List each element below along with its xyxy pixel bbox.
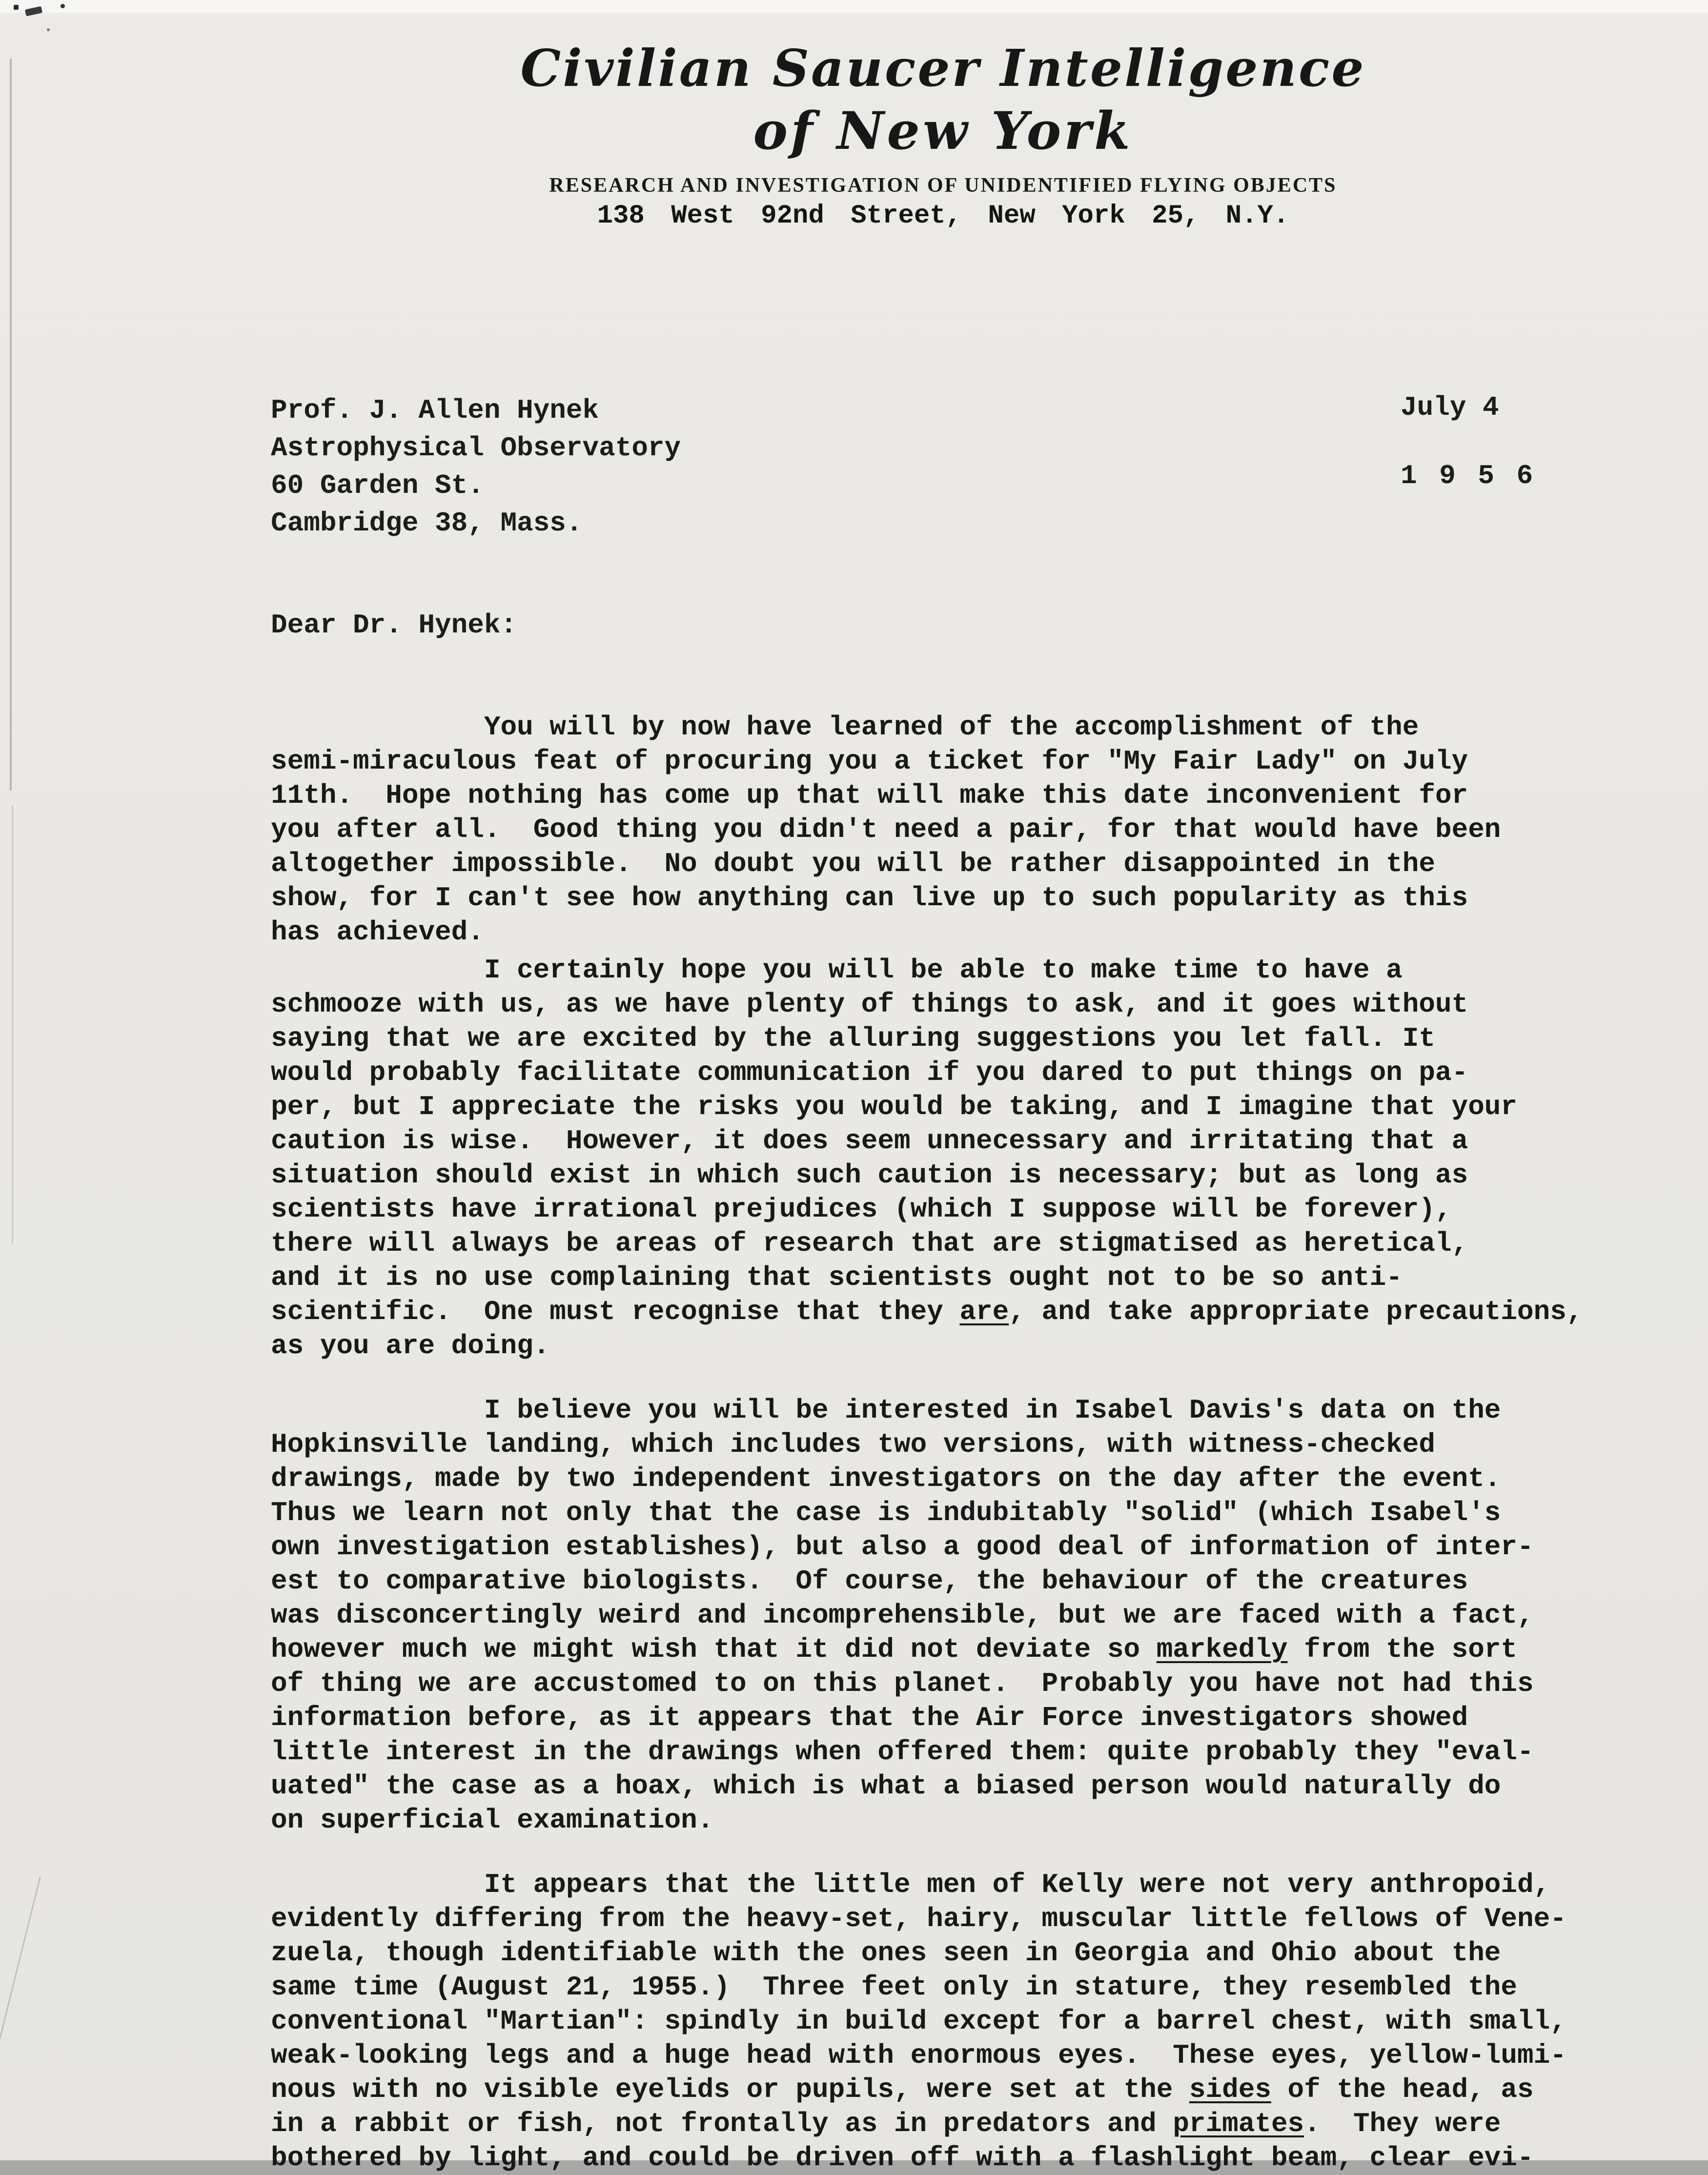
text-line: Prof. J. Allen Hynek bbox=[271, 395, 599, 426]
text-line: same time (August 21, 1955.) Three feet only in stature, they resembled the bbox=[271, 1972, 1518, 2003]
text-line: scientific. One must recognise that they are, and take appropriate precautions, bbox=[271, 1296, 1583, 1327]
text-line: was disconcertingly weird and incomprehensible, but we are faced with a fact, bbox=[271, 1600, 1534, 1631]
text-line: of thing we are accustomed to on this planet. Probably you have not had this bbox=[271, 1668, 1534, 1699]
underlined-word: markedly bbox=[1156, 1634, 1288, 1665]
text-line: you after all. Good thing you didn't need a pair, for that would have been bbox=[271, 814, 1501, 845]
paragraph-2 bbox=[271, 953, 1615, 1363]
text-line: uated" the case as a hoax, which is what a biased person would naturally do bbox=[271, 1770, 1501, 1802]
org-name-line1: Civilian Saucer Intelligence bbox=[520, 38, 1366, 98]
text-line: est to comparative biologists. Of course, the behaviour of the creatures bbox=[271, 1565, 1468, 1597]
text-line: show, for I can't see how anything can live up to such popularity as this bbox=[271, 882, 1468, 914]
text-line: nous with no visible eyelids or pupils, were set at the sides of the head, as bbox=[271, 2074, 1534, 2105]
text-line: scientists have irrational prejudices (which I suppose will be forever), bbox=[271, 1194, 1452, 1225]
underlined-word: primates bbox=[1173, 2108, 1304, 2139]
paragraph-4 bbox=[271, 1868, 1615, 2175]
date-block bbox=[1401, 392, 1536, 491]
paragraph-3 bbox=[271, 1393, 1615, 1837]
text-line: weak-looking legs and a huge head with enormous eyes. These eyes, yellow-lumi- bbox=[271, 2040, 1566, 2071]
text-line: I believe you will be interested in Isabel Davis's data on the bbox=[484, 1395, 1501, 1426]
date-month-day: July 4 bbox=[1401, 392, 1499, 423]
text-line: I certainly hope you will be able to make time to have a bbox=[484, 955, 1403, 986]
underlined-word: sides bbox=[1189, 2074, 1271, 2105]
salutation: Dear Dr. Hynek: bbox=[271, 610, 517, 641]
text-line: evidently differing from the heavy-set, hairy, muscular little fellows of Vene- bbox=[271, 1903, 1566, 1934]
text-line: in a rabbit or fish, not frontally as in predators and primates. They were bbox=[271, 2108, 1501, 2139]
letterhead bbox=[271, 38, 1615, 231]
text-line: saying that we are excited by the alluring suggestions you let fall. It bbox=[271, 1023, 1435, 1054]
text-line: Hopkinsville landing, which includes two versions, with witness-checked bbox=[271, 1429, 1435, 1460]
paragraph-1 bbox=[271, 710, 1615, 949]
text-line: 60 Garden St. bbox=[271, 470, 484, 501]
text-line: on superficial examination. bbox=[271, 1805, 714, 1836]
org-name-line2: of New York bbox=[753, 100, 1133, 161]
text-line: would probably facilitate communication if you dared to put things on pa- bbox=[271, 1057, 1468, 1088]
text-line: there will always be areas of research that are stigmatised as heretical, bbox=[271, 1228, 1468, 1259]
text-line: has achieved. bbox=[271, 916, 484, 948]
text-line: little interest in the drawings when offered them: quite probably they "eval- bbox=[271, 1736, 1534, 1768]
text-line: 11th. Hope nothing has come up that will make this date inconvenient for bbox=[271, 780, 1468, 811]
text-line: situation should exist in which such caution is necessary; but as long as bbox=[271, 1159, 1468, 1191]
text-line: own investigation establishes), but also a good deal of information of inter- bbox=[271, 1531, 1534, 1563]
text-line: altogether impossible. No doubt you will be rather disappointed in the bbox=[271, 848, 1435, 879]
text-line: You will by now have learned of the accomplishment of the bbox=[484, 711, 1419, 743]
letter-body bbox=[271, 710, 1615, 2175]
text-line: per, but I appreciate the risks you would be taking, and I imagine that your bbox=[271, 1091, 1518, 1122]
text-line: information before, as it appears that the Air Force investigators showed bbox=[271, 1702, 1468, 1733]
letterhead-address: 138 West 92nd Street, New York 25, N.Y. bbox=[597, 201, 1289, 231]
text-line: zuela, though identifiable with the ones seen in Georgia and Ohio about the bbox=[271, 1937, 1501, 1969]
text-line: and it is no use complaining that scientists ought not to be so anti- bbox=[271, 1262, 1403, 1293]
text-line: semi-miraculous feat of procuring you a ticket for "My Fair Lady" on July bbox=[271, 746, 1468, 777]
letterhead-tagline: RESEARCH AND INVESTIGATION OF UNIDENTIFIED FLYING OBJECTS bbox=[549, 174, 1337, 197]
address-date-row bbox=[271, 392, 1615, 542]
text-line: caution is wise. However, it does seem unnecessary and irritating that a bbox=[271, 1125, 1468, 1157]
text-line: as you are doing. bbox=[271, 1330, 550, 1362]
text-line: Thus we learn not only that the case is indubitably "solid" (which Isabel's bbox=[271, 1497, 1501, 1528]
text-line: conventional "Martian": spindly in build except for a barrel chest, with small, bbox=[271, 2006, 1566, 2037]
text-line: however much we might wish that it did not deviate so markedly from the sort bbox=[271, 1634, 1518, 1665]
text-line: bothered by light, and could be driven off with a flashlight beam, clear evi- bbox=[271, 2142, 1534, 2174]
text-line: drawings, made by two independent investigators on the day after the event. bbox=[271, 1463, 1501, 1494]
text-line: schmooze with us, as we have plenty of things to ask, and it goes without bbox=[271, 989, 1468, 1020]
underlined-word: are bbox=[959, 1296, 1009, 1327]
text-line: It appears that the little men of Kelly were not very anthropoid, bbox=[484, 1869, 1550, 1900]
text-line: Cambridge 38, Mass. bbox=[271, 508, 583, 539]
text-line: Astrophysical Observatory bbox=[271, 432, 681, 464]
date-year: 1 9 5 6 bbox=[1401, 460, 1536, 491]
